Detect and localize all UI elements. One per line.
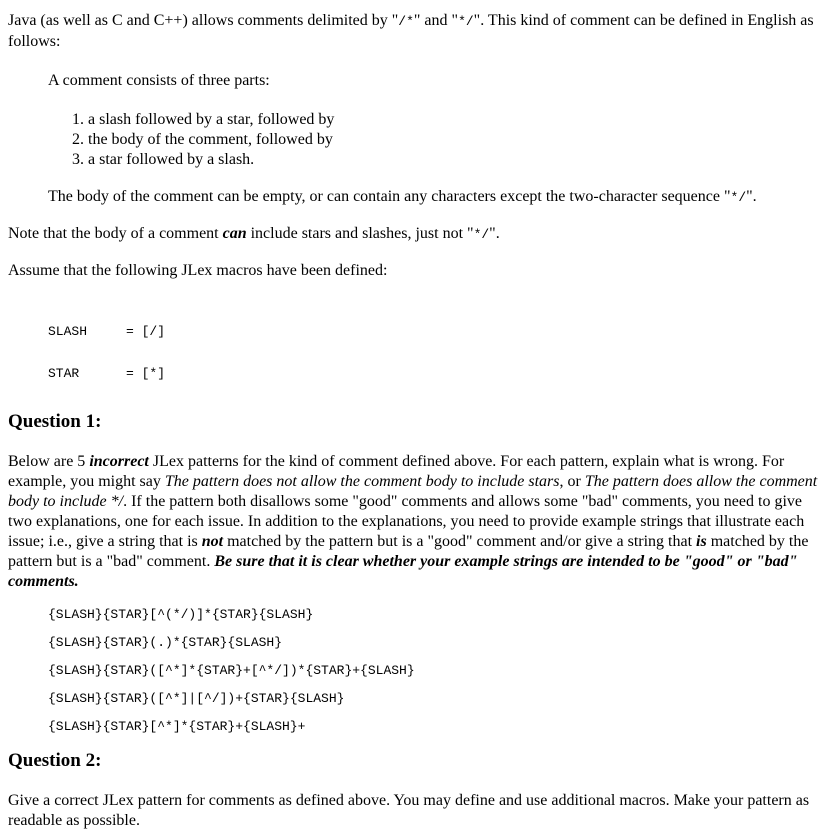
definition-body bbox=[48, 187, 826, 208]
q1-text-5: matched by the pattern but is a "good" comment and/or give a string that bbox=[223, 533, 697, 550]
macro-row bbox=[48, 325, 826, 339]
note-sequence: */ bbox=[473, 227, 490, 242]
list-item: 1. a slash followed by a star, followed by bbox=[88, 110, 826, 130]
question-2-text: Give a correct JLex pattern for comments as defined above. You may define and use additional macros. Make your pattern as readable as possible. bbox=[8, 792, 810, 829]
pattern-5: {SLASH}{STAR}[^*]*{STAR}+{SLASH}+ bbox=[48, 719, 306, 734]
intro-text-3: ". This kind of comment can be defined in English as follows: bbox=[8, 12, 814, 50]
body-sequence: */ bbox=[730, 190, 747, 205]
macro-name: STAR bbox=[48, 366, 80, 381]
q1-text-2: JLex patterns for the kind of comment defined above. For each pattern, explain what is wrong. For example, you might say bbox=[8, 453, 785, 490]
q1-text-6: matched by the pattern but is a "bad" comment. bbox=[8, 533, 809, 570]
macro-definitions bbox=[48, 297, 826, 395]
pattern-2: {SLASH}{STAR}(.)*{STAR}{SLASH} bbox=[48, 635, 283, 650]
assume-paragraph: Assume that the following JLex macros have been defined: bbox=[8, 262, 388, 279]
question-1-text bbox=[8, 452, 826, 592]
intro-paragraph bbox=[8, 11, 826, 52]
definition-lead: A comment consists of three parts: bbox=[48, 72, 270, 89]
question-2-heading: Question 2: bbox=[8, 750, 102, 771]
intro-text-1: Java (as well as C and C++) allows comments delimited by " bbox=[8, 12, 399, 29]
note-text-1: Note that the body of a comment bbox=[8, 225, 223, 242]
body-text-1: The body of the comment can be empty, or can contain any characters except the two-character sequence " bbox=[48, 188, 731, 205]
q1-incorrect-emphasis: incorrect bbox=[89, 453, 149, 470]
note-emphasis: can bbox=[222, 225, 247, 242]
q1-text-1: Below are 5 bbox=[8, 453, 90, 470]
q1-text-4: . If the pattern both disallows some "good" comments and allows some "bad" comments, you need to give two explanations, one for each issue. In addition to the explanations, you need to provide example strings that illustrate each issue; i.e., give a string that is bbox=[8, 493, 805, 550]
question-1-heading: Question 1: bbox=[8, 411, 102, 432]
q1-text-3: , or bbox=[559, 473, 585, 490]
q1-bold-instruction: Be sure that it is clear whether your example strings are intended to be "good" or "bad" comments. bbox=[8, 553, 798, 590]
q1-example-1: The pattern does not allow the comment body to include stars bbox=[164, 473, 560, 490]
q1-example-2: The pattern does allow the comment body to include */ bbox=[8, 473, 818, 510]
note-text-3: ". bbox=[489, 225, 500, 242]
pattern-3: {SLASH}{STAR}([^*]*{STAR}+[^*/])*{STAR}+{SLASH} bbox=[48, 663, 415, 678]
macro-name: SLASH bbox=[48, 324, 88, 339]
macro-def: = [*] bbox=[126, 366, 166, 381]
list-item: 2. the body of the comment, followed by bbox=[88, 130, 826, 150]
body-text-2: ". bbox=[746, 188, 757, 205]
open-delimiter: /* bbox=[398, 14, 414, 29]
pattern-4: {SLASH}{STAR}([^*]|[^/])+{STAR}{SLASH} bbox=[48, 691, 345, 706]
macro-def: = [/] bbox=[126, 324, 166, 339]
intro-text-2: " and " bbox=[413, 12, 459, 29]
parts-list bbox=[48, 110, 826, 170]
q1-is-emphasis: is bbox=[696, 533, 707, 550]
macro-row bbox=[48, 367, 826, 381]
close-delimiter: */ bbox=[458, 14, 474, 29]
list-item: 3. a star followed by a slash. bbox=[88, 150, 826, 170]
q1-not-emphasis: not bbox=[201, 533, 224, 550]
note-text-2: include stars and slashes, just not " bbox=[246, 225, 474, 242]
comment-definition bbox=[48, 71, 826, 208]
pattern-1: {SLASH}{STAR}[^(*/)]*{STAR}{SLASH} bbox=[48, 607, 314, 622]
note-paragraph bbox=[8, 224, 826, 245]
